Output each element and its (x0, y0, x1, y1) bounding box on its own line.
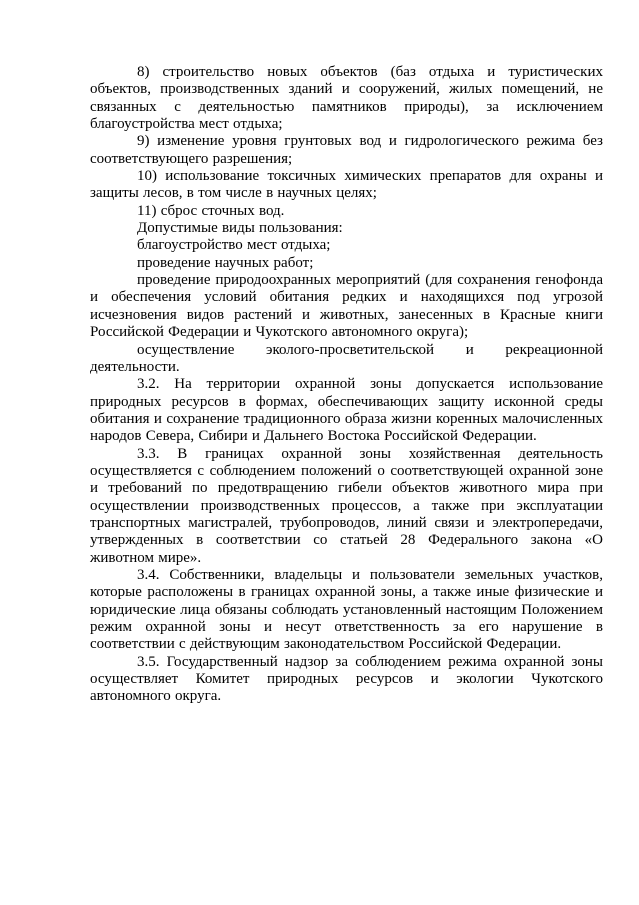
paragraph-allowed-use-1: благоустройство мест отдыха; (137, 237, 331, 254)
paragraph-section-3-4: 3.4. Собственники, владельцы и пользователи земельных участков, которые расположены в границах охранной зоны, а также иные физические и юридические лица обязаны соблюдать установленный настоящим Положением режим охранной зоны и несут ответственность за его нарушение в соответствии с действующим законодательством Российской Федерации. (90, 566, 603, 653)
paragraph-allowed-use-4: осуществление эколого-просветительской и рекреационной деятельности. (90, 341, 603, 375)
paragraph-item-8: 8) строительство новых объектов (баз отдыха и туристических объектов, производственных зданий и сооружений, жилых помещений, не связанных с деятельностью памятников природы), за исключением благоустройства мест отдыха; (90, 64, 603, 133)
paragraph-section-3-5: 3.5. Государственный надзор за соблюдением режима охранной зоны осуществляет Комитет природных ресурсов и экологии Чукотского автономного округа. (90, 653, 603, 705)
paragraph-allowed-use-2: проведение научных работ; (137, 254, 314, 271)
paragraph-item-10: 10) использование токсичных химических препаратов для охраны и защиты лесов, в том числе в научных целях; (90, 168, 603, 202)
paragraph-section-3-2: 3.2. На территории охранной зоны допускается использование природных ресурсов в формах, обеспечивающих защиту исконной среды обитания и сохранение традиционного образа жизни коренных малочисленных народов Севера, Сибири и Дальнего Востока Российской Федерации. (90, 376, 603, 445)
paragraph-allowed-use-3: проведение природоохранных мероприятий (для сохранения генофонда и обеспечения условий обитания редких и находящихся под угрозой исчезновения видов растений и животных, занесенных в Красные книги Российской Федерации и Чукотского автономного округа); (90, 272, 603, 341)
paragraph-allowed-uses-heading: Допустимые виды пользования: (137, 220, 343, 237)
paragraph-section-3-3: 3.3. В границах охранной зоны хозяйственная деятельность осуществляется с соблюдением положений о соответствующей охранной зоне и требований по предотвращению гибели объектов животного мира при осуществлении производственных процессов, а также при эксплуатации транспортных магистралей, трубопроводов, линий связи и электропередачи, утвержденных в соответствии со статьей 28 Федерального закона «О животном мире». (90, 445, 603, 566)
document-page (90, 64, 603, 706)
paragraph-item-9: 9) изменение уровня грунтовых вод и гидрологического режима без соответствующего разрешения; (90, 133, 603, 167)
paragraph-item-11: 11) сброс сточных вод. (137, 202, 285, 219)
